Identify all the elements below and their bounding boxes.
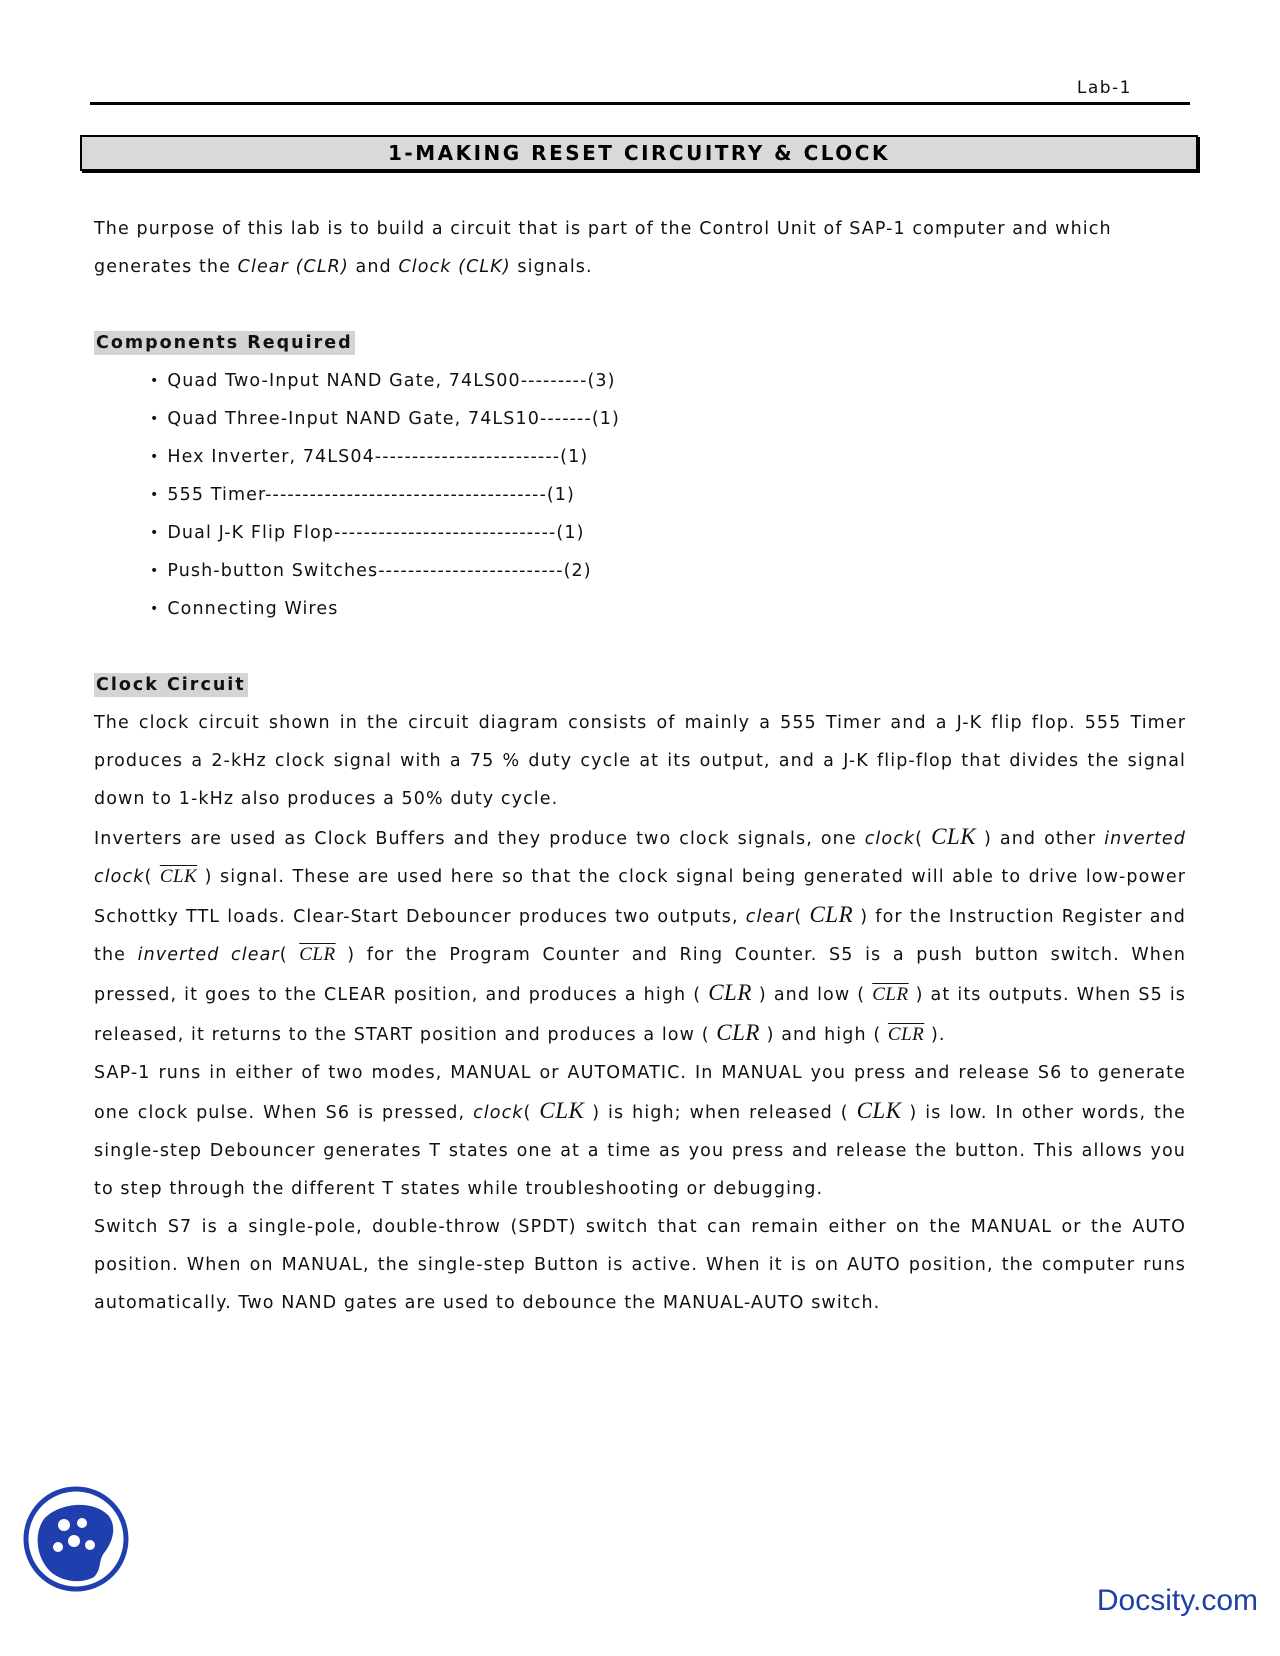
clk-symbol: CLK xyxy=(856,1098,902,1123)
clock-term-2: clock xyxy=(864,829,916,849)
components-list xyxy=(94,362,1186,628)
clock-paragraph-2: Inverters are used as Clock Buffers and they produce two clock signals, one clock( CLK ) and other inverted clock( $\overline{CLK}$ ) signal. These are used here so that the clock signal being generated will able to drive low-power Schottky TTL loads. Clear-Start Debouncer produces two outputs, clear( CLR ) for the Instruction Register and the inverted clear( $\overline{CLR}$ ) for the Program Counter and Ring Counter. S5 is a push button switch. When pressed, it goes to the CLEAR position, and produces a high ( CLR ) and low ( $\overline{CLR}$ ) at its outputs. When S5 is released, it returns to the START position and produces a low ( CLR ) and high ( $\overline{CLR}$ ). xyxy=(94,824,1187,1045)
list-item: • Hex Inverter, 74LS04-------------------------(1) xyxy=(150,447,589,467)
title-box xyxy=(80,135,1198,171)
clr-symbol: CLR xyxy=(708,980,752,1005)
clock-term-3: clock xyxy=(473,1103,524,1123)
clr-bar-symbol: $\overline{CLR}$ xyxy=(299,944,336,965)
bullet-icon: • xyxy=(150,601,160,617)
intro-text-1: The purpose of this lab is to build a circuit that is part of the Control Unit of SAP-1 computer and which xyxy=(94,219,1112,239)
clear-term-2: clear xyxy=(745,907,795,927)
clear-term: Clear (CLR) xyxy=(237,257,349,277)
header-rule xyxy=(90,102,1190,105)
list-item: • Quad Three-Input NAND Gate, 74LS10-------(1) xyxy=(150,409,620,429)
intro-and: and xyxy=(348,257,399,277)
bullet-icon: • xyxy=(150,411,160,427)
clr-symbol: CLR xyxy=(716,1020,760,1045)
docsity-logo-icon xyxy=(22,1485,130,1593)
clr-bar-symbol: $\overline{CLR}$ xyxy=(887,1024,925,1045)
clr-symbol: CLR xyxy=(809,902,854,927)
clock-circuit-heading: Clock Circuit xyxy=(96,675,246,695)
intro-paragraph xyxy=(94,210,1186,286)
intro-text-3: signals. xyxy=(510,257,593,277)
bullet-icon: • xyxy=(150,563,160,579)
list-item: • 555 Timer--------------------------------------(1) xyxy=(150,485,575,505)
list-item: • Dual J-K Flip Flop------------------------------(1) xyxy=(150,523,585,543)
bullet-icon: • xyxy=(150,373,160,389)
list-item: • Connecting Wires xyxy=(150,599,339,619)
intro-text-2: generates the xyxy=(94,257,238,277)
bullet-icon: • xyxy=(150,487,160,503)
page-title: 1-MAKING RESET CIRCUITRY & CLOCK xyxy=(388,141,890,165)
list-item: • Push-button Switches-------------------------(2) xyxy=(150,561,592,581)
bullet-icon: • xyxy=(150,525,160,541)
clr-bar-symbol: $\overline{CLR}$ xyxy=(872,984,909,1005)
clock-paragraph-4: Switch S7 is a single-pole, double-throw (SPDT) switch that can remain either on the MANUAL or the AUTO position. When on MANUAL, the single-step Button is active. When it is on AUTO position, the computer runs automatically. Two NAND gates are used to debounce the MANUAL-AUTO switch. xyxy=(94,1217,1186,1313)
clock-term: Clock (CLK) xyxy=(398,257,511,277)
bullet-icon: • xyxy=(150,449,160,465)
components-heading: Components Required xyxy=(96,333,353,353)
clk-bar-symbol: $\overline{CLK}$ xyxy=(159,866,198,887)
lab-tag: Lab-1 xyxy=(1076,78,1132,98)
clk-symbol: CLK xyxy=(931,824,977,849)
clock-paragraph-3: SAP-1 runs in either of two modes, MANUAL or AUTOMATIC. In MANUAL you press and release S6 to generate one clock pulse. When S6 is pressed, clock( CLK ) is high; when released ( CLK ) is low. In other words, the single-step Debouncer generates T states one at a time as you press and release the button. This allows you to step through the different T states while troubleshooting or debugging. xyxy=(94,1063,1187,1199)
document-body xyxy=(94,210,1186,1322)
clock-paragraph-1: The clock circuit shown in the circuit diagram consists of mainly a 555 Timer and a J-K flip flop. 555 Timer produces a 2-kHz clock signal with a 75 % duty cycle at its output, and a J-K flip-flop that divides the signal down to 1-kHz also produces a 50% duty cycle. xyxy=(94,713,1186,809)
inverted-clear-term: inverted clear xyxy=(137,945,280,965)
list-item: • Quad Two-Input NAND Gate, 74LS00---------(3) xyxy=(150,371,616,391)
inverted-clock-term: inverted clock xyxy=(94,829,1187,887)
clk-symbol: CLK xyxy=(539,1098,585,1123)
docsity-brand-link[interactable]: Docsity.com xyxy=(1096,1584,1258,1617)
